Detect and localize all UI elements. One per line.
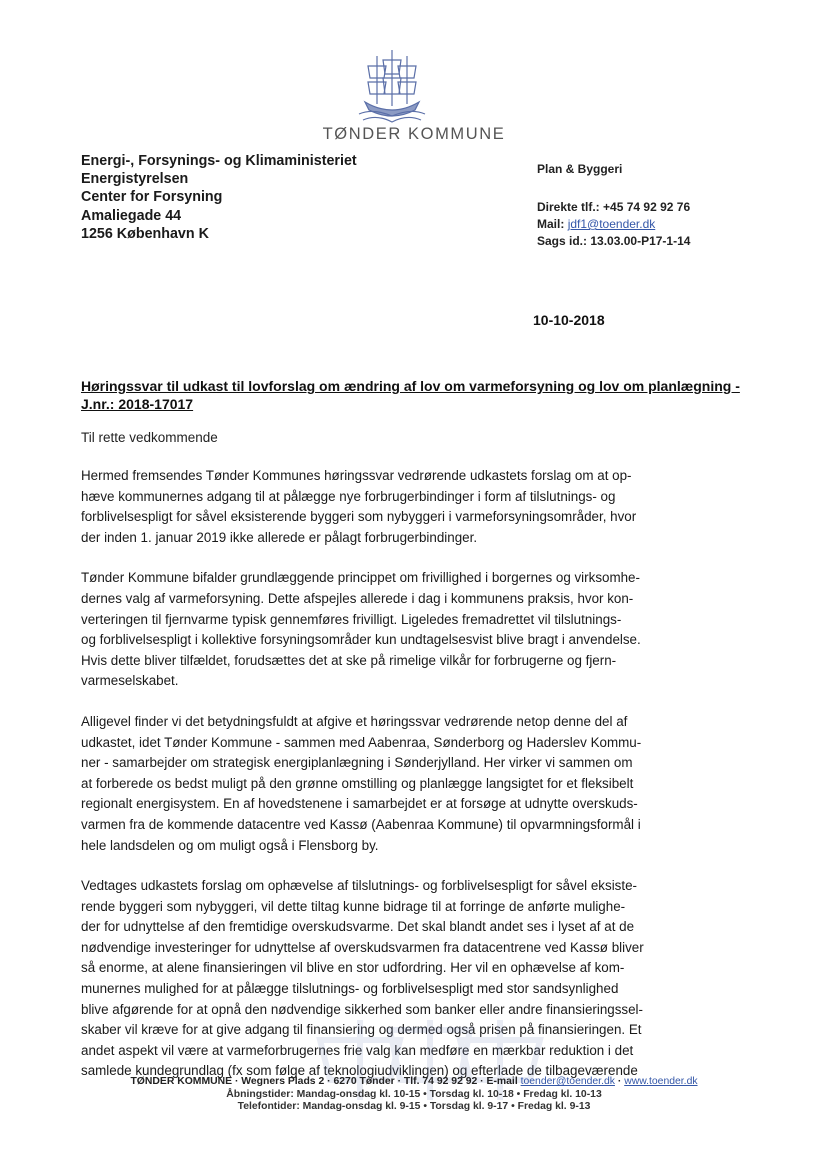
text-line: rende byggeri som nybyggeri, vil dette tiltag kunne bidrage til at forringe de anførte mulighe- [81,898,626,914]
text-line: Hvis dette bliver tilfældet, forudsættes det at ske på rimelige vilkår for forbrugerne og fjern- [81,652,617,668]
paragraph [81,466,741,548]
text-line: dernes valg af varmeforsyning. Dette afspejles allerede i dag i kommunens praksis, hvor kon- [81,590,634,606]
case-id: 13.03.00-P17-1-14 [590,234,691,248]
paragraph [81,712,741,856]
contact-info [537,199,690,250]
case-line [537,233,690,250]
mail-line [537,216,690,233]
mail-label: Mail: [537,217,565,231]
mail-link[interactable]: jdf1@toender.dk [567,217,656,231]
recipient-address [81,152,357,243]
text-line: regionalt energisystem. En af hovedstenene i samarbejdet er at forsøge at udnytte overskuds- [81,796,638,812]
subject-heading: Høringssvar til udkast til lovforslag om ændring af lov om varmeforsyning og lov om planlægning - J.nr.: 2018-17017 [81,378,740,412]
footer [0,1076,828,1114]
text-line: nødvendige investeringer for udnyttelse af overskudsvarmen fra datacentrene ved Kassø bliver [81,939,644,955]
text-line: hele landsdelen og om muligt også i Flensborg by. [81,837,379,853]
department: Plan & Byggeri [537,162,623,176]
text-line: der inden 1. januar 2019 ikke allerede er pålagt forbrugerbindinger. [81,529,478,545]
text-line: forblivelsespligt for såvel eksisterende byggeri som nybyggeri i varmeforsyningsområder, hvor [81,509,637,525]
phone-number: +45 74 92 92 76 [603,200,691,214]
text-line: skaber vil kræve for at give adgang til finansiering og dermed også prisen på finansieringen. Et [81,1022,642,1038]
footer-email-link[interactable]: toender@toender.dk [520,1076,615,1087]
municipality-name: TØNDER KOMMUNE [322,125,506,143]
text-line: munernes mulighed for at pålægge tilslutnings- og forblivelsespligt med stor sandsynlighed [81,981,619,997]
footer-separator: · [617,1076,622,1087]
text-line: udkastet, idet Tønder Kommune - sammen med Aabenraa, Sønderborg og Haderslev Kommu- [81,734,642,750]
text-line: at forberede os bedst muligt på den grønne omstilling og planlægge langsigtet for et fleksibelt [81,775,634,791]
opening-hours: Åbningstider: Mandag-onsdag kl. 10-15 • Torsdag kl. 10-18 • Fredag kl. 10-13 [226,1088,602,1100]
text-line: verteringen til fjernvarme typisk gennemføres frivilligt. Ligeledes fremadrettet vil tilslutnings- [81,611,622,627]
recipient-line: Energi-, Forsynings- og Klimaministeriet [81,153,357,169]
recipient-line: Amaliegade 44 [81,207,182,224]
paragraph [81,568,741,692]
phone-line [537,199,690,216]
phone-label: Direkte tlf.: [537,200,600,214]
recipient-line: 1256 København K [81,225,209,242]
letter-body [81,466,741,1102]
case-label: Sags id.: [537,234,588,248]
footer-web-link[interactable]: www.toender.dk [624,1076,698,1087]
text-line: varmen fra de kommende datacentre ved Kassø (Aabenraa Kommune) til opvarmningsformål i [81,816,641,832]
footer-name: TØNDER KOMMUNE [130,1076,233,1087]
text-line: Alligevel finder vi det betydningsfuldt at afgive et høringssvar vedrørende netop denne del af [81,713,628,729]
letter-date: 10-10-2018 [533,312,605,328]
ship-coat-of-arms-icon [355,44,429,124]
text-line: hæve kommunernes adgang til at pålægge nye forbrugerbindinger i form af tilslutnings- og [81,488,616,504]
text-line: samlede kundegrundlag (fx som følge af teknologiudviklingen) og efterlade de tilbageværende [81,1063,638,1079]
text-line: Hermed fremsendes Tønder Kommunes høringssvar vedrørende udkastets forslag om at op- [81,468,632,483]
text-line: andet aspekt vil være at varmeforbrugernes frie valg kan medføre en mærkbar reduktion i det [81,1042,634,1058]
phone-hours: Telefontider: Mandag-onsdag kl. 9-15 • Torsdag kl. 9-17 • Fredag kl. 9-13 [237,1101,591,1112]
text-line: så enorme, at alene finansieringen vil blive en stor udfordring. Her vil en ophævelse af kom- [81,960,625,976]
recipient-line: Energistyrelsen [81,171,189,188]
text-line: og forblivelsespligt i kollektive forsyningsområder kun undtagelsesvist blive bragt i anvendelse. [81,632,641,648]
text-line: ner - samarbejder om strategisk energiplanlægning i Sønderjylland. Her virker vi sammen om [81,755,633,771]
footer-address: · Wegners Plads 2 · 6270 Tønder · Tlf. 74 92 92 92 · E-mail [234,1076,518,1087]
text-line: varmeselskabet. [81,673,179,689]
text-line: der for udnyttelse af den fremtidige overskudsvarme. Det skal blandt andet ses i lyset af at de [81,919,635,935]
text-line: Tønder Kommune bifalder grundlæggende princippet om frivillighed i borgernes og virksomhe- [81,570,640,586]
text-line: blive afgørende for at opnå den nødvendige sikkerhed som banker eller andre finansieringssel- [81,1001,643,1017]
salutation: Til rette vedkommende [81,430,218,445]
recipient-line: Center for Forsyning [81,189,223,206]
footer-address-line [0,1076,828,1089]
text-line: Vedtages udkastets forslag om ophævelse af tilslutnings- og forblivelsespligt for såvel eksiste- [81,878,637,894]
